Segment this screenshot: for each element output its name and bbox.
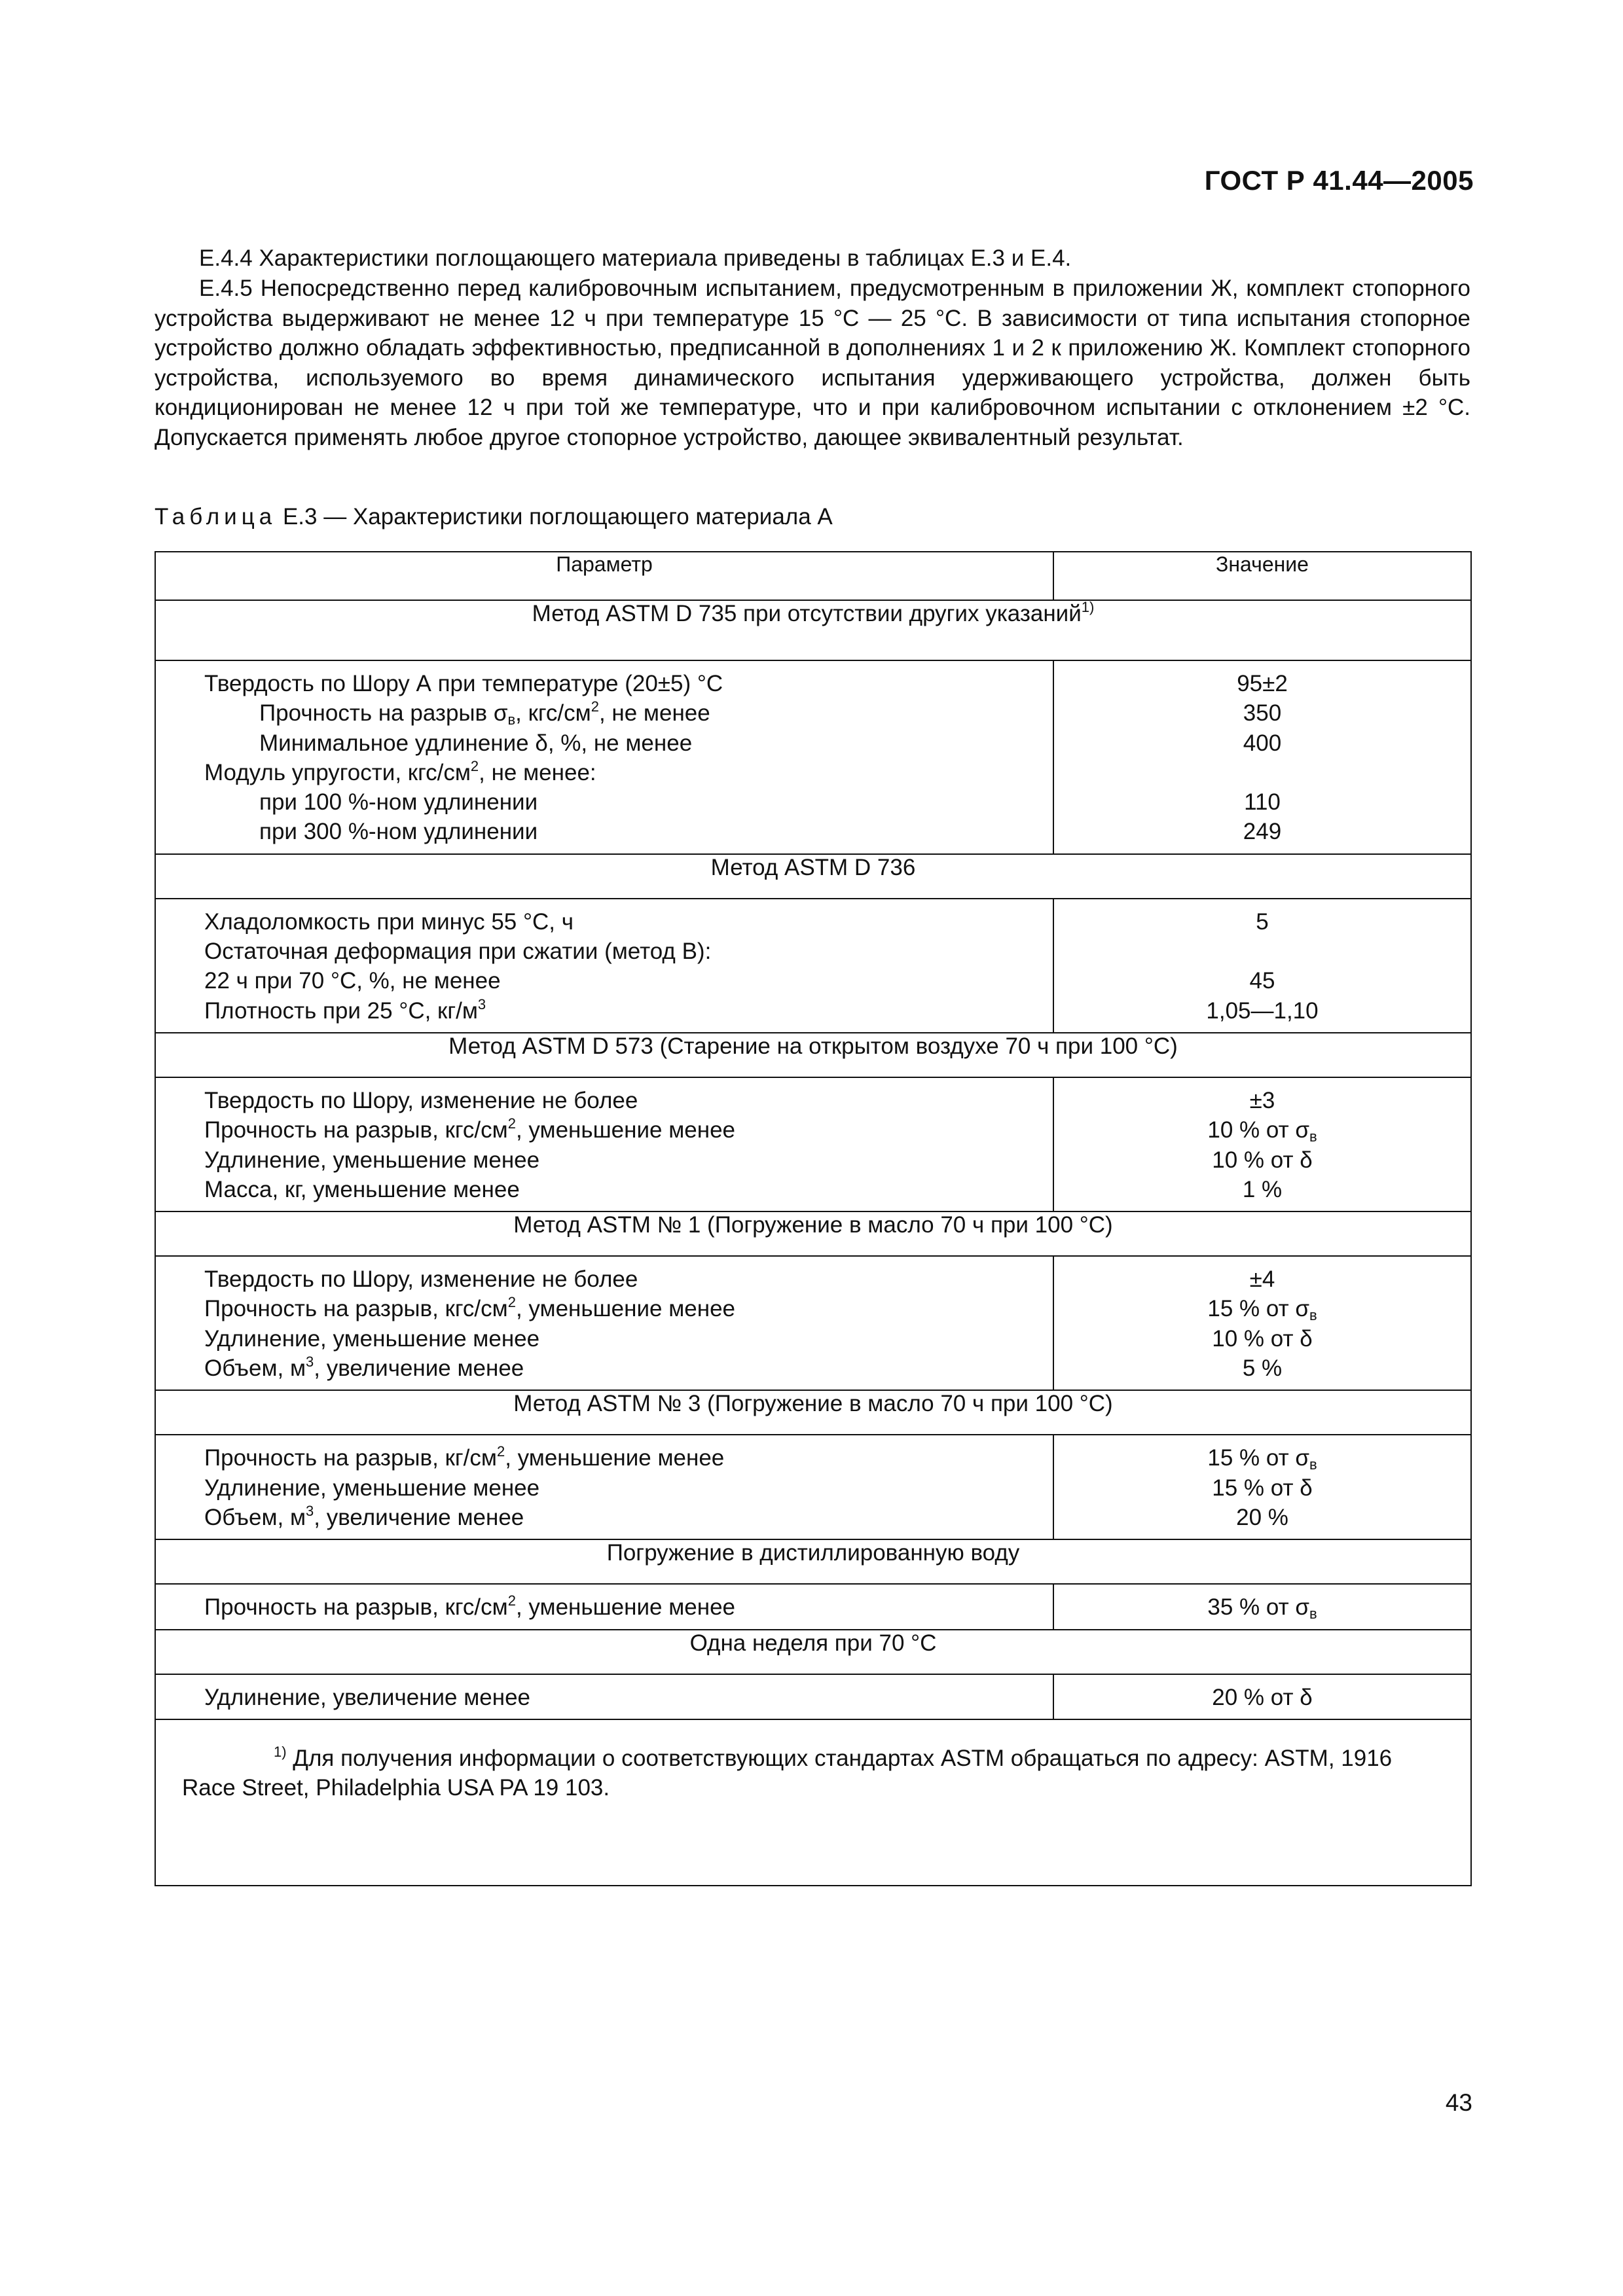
paragraph-e45: Е.4.5 Непосредственно перед калибровочным испытанием, предусмотренным в приложении Ж, комплект стопорного устройства выдерживают не менее 12 ч при температуре 15 °С — 25 °С. В зависимости от типа испытания стопорное устройство должно обладать эффективностью, предписанной в дополнениях 1 и 2 к приложению Ж. Комплект стопорного устройства, используемого во время динамического испытания удерживающего устройства, должен быть кондиционирован не менее 12 ч при той же температуре, что и при калибровочном испытании с отклонением ±2 °С. Допускается применять любое другое стопорное устройство, дающее эквивалентный результат.	[155, 276, 1470, 450]
param-line	[204, 1354, 1053, 1383]
param-line	[204, 1473, 1053, 1503]
footnote-line-1	[182, 1744, 1451, 1773]
value-line	[1054, 1354, 1470, 1383]
param-superscript: 2	[507, 1294, 516, 1311]
param-text: Удлинение, уменьшение менее	[204, 1475, 540, 1501]
value-text: 5	[1256, 908, 1269, 935]
param-superscript: 2	[591, 698, 599, 715]
param-line	[204, 907, 1053, 937]
param-line	[204, 1145, 1053, 1175]
param-line	[204, 1086, 1053, 1115]
values-cell	[1053, 1674, 1471, 1719]
value-line	[1054, 907, 1470, 937]
value-text: 10 % от δ	[1212, 1325, 1313, 1352]
param-superscript: 2	[496, 1443, 505, 1460]
value-text: 15 % от σ	[1207, 1296, 1309, 1322]
value-text: ±3	[1249, 1087, 1275, 1113]
table-caption-word: Таблица	[155, 504, 277, 529]
section-header-row	[155, 854, 1471, 899]
section-body-row	[155, 1256, 1471, 1390]
section-title-text: Метод ASTM D 573 (Старение на открытом воздухе 70 ч при 100 °С)	[448, 1033, 1178, 1059]
values-cell	[1053, 899, 1471, 1033]
value-text: 45	[1249, 968, 1275, 994]
value-line	[1054, 1324, 1470, 1354]
param-superscript: 3	[477, 996, 486, 1013]
param-text: Твердость по Шору, изменение не более	[204, 1266, 638, 1293]
section-header-row	[155, 1630, 1471, 1674]
param-text: , кгс/см	[515, 700, 591, 726]
param-text: Модуль упругости, кгс/см	[204, 759, 471, 785]
table-caption-title: Е.3 — Характеристики поглощающего материала А	[276, 504, 833, 529]
value-text: 1,05—1,10	[1206, 997, 1319, 1024]
param-text: Прочность на разрыв σ	[259, 700, 508, 726]
params-cell	[155, 899, 1053, 1033]
param-line	[204, 1443, 1053, 1473]
params-cell	[155, 1256, 1053, 1390]
param-text: Остаточная деформация при сжатии (метод В):	[204, 939, 712, 965]
value-text: 10 % от σ	[1207, 1117, 1309, 1143]
value-line	[1054, 758, 1470, 787]
param-line	[204, 1294, 1053, 1323]
value-subscript: в	[1309, 1605, 1317, 1623]
param-line	[204, 698, 1053, 728]
value-line	[1054, 996, 1470, 1026]
param-text: 22 ч при 70 °С, %, не менее	[204, 968, 501, 994]
value-subscript: в	[1309, 1307, 1317, 1324]
footnote-row	[155, 1719, 1471, 1886]
param-text: Удлинение, уменьшение менее	[204, 1147, 540, 1173]
param-text: , не менее:	[479, 759, 596, 785]
param-line	[204, 817, 1053, 846]
section-title-text: Метод ASTM № 1 (Погружение в масло 70 ч при 100 °С)	[513, 1212, 1113, 1238]
value-text: 110	[1244, 789, 1281, 816]
param-text: Прочность на разрыв, кгс/см	[204, 1117, 508, 1143]
value-line	[1054, 966, 1470, 996]
param-text: Твердость по Шору А при температуре (20±5) °С	[204, 671, 723, 696]
footnote-cell	[155, 1719, 1471, 1886]
value-text: 35 % от σ	[1207, 1594, 1309, 1621]
value-text: 95±2	[1237, 671, 1288, 696]
section-body-row	[155, 660, 1471, 854]
params-cell	[155, 660, 1053, 854]
value-text: 15 % от σ	[1207, 1445, 1309, 1471]
section-body-row	[155, 1674, 1471, 1719]
value-line	[1054, 669, 1470, 698]
value-line	[1054, 1086, 1470, 1115]
section-title	[155, 1033, 1471, 1077]
footnote-marker: 1)	[1081, 599, 1095, 615]
section-body-row	[155, 1435, 1471, 1539]
param-text: Твердость по Шору, изменение не более	[204, 1087, 638, 1113]
params-cell	[155, 1435, 1053, 1539]
values-cell	[1053, 1584, 1471, 1629]
param-line	[204, 1115, 1053, 1145]
section-title	[155, 1390, 1471, 1435]
params-cell	[155, 1077, 1053, 1211]
param-text: , не менее	[598, 700, 710, 726]
param-line	[204, 996, 1053, 1026]
param-line	[204, 966, 1053, 996]
value-text: 400	[1243, 730, 1282, 756]
value-line	[1054, 1503, 1470, 1532]
section-title-text: Погружение в дистиллированную воду	[606, 1540, 1020, 1566]
value-line	[1054, 937, 1470, 966]
value-text: ±4	[1249, 1266, 1275, 1293]
param-superscript: 3	[306, 1502, 314, 1519]
param-text: Хладоломкость при минус 55 °С, ч	[204, 908, 574, 935]
value-line	[1054, 728, 1470, 758]
value-line	[1054, 698, 1470, 728]
header-param: Параметр	[155, 552, 1053, 600]
param-line	[204, 669, 1053, 698]
table-caption	[155, 504, 833, 530]
value-line	[1054, 1294, 1470, 1323]
param-text: при 100 %-ном удлинении	[259, 789, 538, 816]
value-line	[1054, 1265, 1470, 1294]
values-cell	[1053, 1435, 1471, 1539]
param-superscript: 2	[507, 1115, 516, 1132]
param-line	[204, 1175, 1053, 1204]
paragraph-e44: Е.4.4 Характеристики поглощающего материала приведены в таблицах Е.3 и Е.4.	[199, 245, 1072, 271]
param-line	[204, 1324, 1053, 1354]
footnote-text: Для получения информации о соответствующих стандартах ASTM обращаться по адресу: ASTM, 1916	[286, 1745, 1393, 1771]
section-title-text: Одна неделя при 70 °С	[689, 1630, 937, 1656]
section-title	[155, 600, 1471, 660]
param-text: Прочность на разрыв, кгс/см	[204, 1594, 508, 1621]
materials-table	[155, 551, 1472, 1886]
section-header-row	[155, 600, 1471, 660]
param-text: , уменьшение менее	[515, 1594, 735, 1621]
table-header-row	[155, 552, 1471, 600]
value-line	[1054, 1473, 1470, 1503]
param-superscript: 2	[507, 1592, 516, 1609]
value-text: 15 % от δ	[1212, 1475, 1313, 1501]
param-subscript: в	[507, 711, 516, 728]
section-title	[155, 1539, 1471, 1584]
section-body-row	[155, 1584, 1471, 1629]
page-number: 43	[1445, 2089, 1472, 2116]
param-line	[204, 787, 1053, 817]
section-title	[155, 1211, 1471, 1256]
param-line	[204, 758, 1053, 787]
value-line	[1054, 817, 1470, 846]
value-line	[1054, 1683, 1470, 1712]
param-line	[204, 1592, 1053, 1622]
param-text: Прочность на разрыв, кгс/см	[204, 1296, 508, 1322]
param-text: Масса, кг, уменьшение менее	[204, 1176, 520, 1202]
footnote-line-2: Race Street, Philadelphia USA PA 19 103.	[182, 1774, 610, 1801]
value-line	[1054, 1592, 1470, 1622]
param-line	[204, 1503, 1053, 1532]
section-header-row	[155, 1033, 1471, 1077]
params-cell	[155, 1584, 1053, 1629]
header-value: Значение	[1053, 552, 1471, 600]
value-text: 5 %	[1242, 1355, 1283, 1382]
value-text: 1 %	[1242, 1176, 1283, 1202]
param-text: Объем, м	[204, 1355, 306, 1382]
param-line	[204, 728, 1053, 758]
param-superscript: 3	[306, 1354, 314, 1371]
value-text: 20 %	[1236, 1504, 1288, 1530]
param-text: Удлинение, увеличение менее	[204, 1684, 531, 1710]
param-text: Прочность на разрыв, кг/см	[204, 1445, 497, 1471]
param-text: , увеличение менее	[314, 1355, 524, 1382]
section-title-text: Метод ASTM № 3 (Погружение в масло 70 ч при 100 °С)	[513, 1391, 1113, 1417]
value-subscript: в	[1309, 1456, 1317, 1473]
document-code: ГОСТ Р 41.44—2005	[1204, 165, 1474, 196]
section-header-row	[155, 1211, 1471, 1256]
param-superscript: 2	[470, 757, 479, 774]
param-line	[204, 937, 1053, 966]
param-text: , уменьшение менее	[515, 1117, 735, 1143]
value-text: 20 % от δ	[1212, 1684, 1313, 1710]
value-line	[1054, 1145, 1470, 1175]
value-text: 10 % от δ	[1212, 1147, 1313, 1173]
param-line	[204, 1265, 1053, 1294]
param-text: Минимальное удлинение δ, %, не менее	[259, 730, 693, 756]
section-header-row	[155, 1390, 1471, 1435]
section-header-row	[155, 1539, 1471, 1584]
value-line	[1054, 787, 1470, 817]
param-text: Объем, м	[204, 1504, 306, 1530]
value-text: 249	[1243, 819, 1282, 845]
section-title-text: Метод ASTM D 735 при отсутствии других указаний	[532, 601, 1082, 626]
section-body-row	[155, 899, 1471, 1033]
params-cell	[155, 1674, 1053, 1719]
param-text: , уменьшение менее	[505, 1445, 725, 1471]
values-cell	[1053, 1077, 1471, 1211]
value-text: 350	[1243, 700, 1282, 726]
param-text: Плотность при 25 °С, кг/м	[204, 997, 478, 1024]
section-title-text: Метод ASTM D 736	[710, 854, 916, 880]
footnote-marker: 1)	[274, 1743, 287, 1760]
param-text: , уменьшение менее	[515, 1296, 735, 1322]
value-line	[1054, 1115, 1470, 1145]
param-text: Удлинение, уменьшение менее	[204, 1325, 540, 1352]
param-text: при 300 %-ном удлинении	[259, 819, 538, 845]
section-title	[155, 1630, 1471, 1674]
value-line	[1054, 1443, 1470, 1473]
value-line	[1054, 1175, 1470, 1204]
value-subscript: в	[1309, 1128, 1317, 1145]
values-cell	[1053, 660, 1471, 854]
section-body-row	[155, 1077, 1471, 1211]
param-line	[204, 1683, 1053, 1712]
section-title	[155, 854, 1471, 899]
values-cell	[1053, 1256, 1471, 1390]
param-text: , увеличение менее	[314, 1504, 524, 1530]
